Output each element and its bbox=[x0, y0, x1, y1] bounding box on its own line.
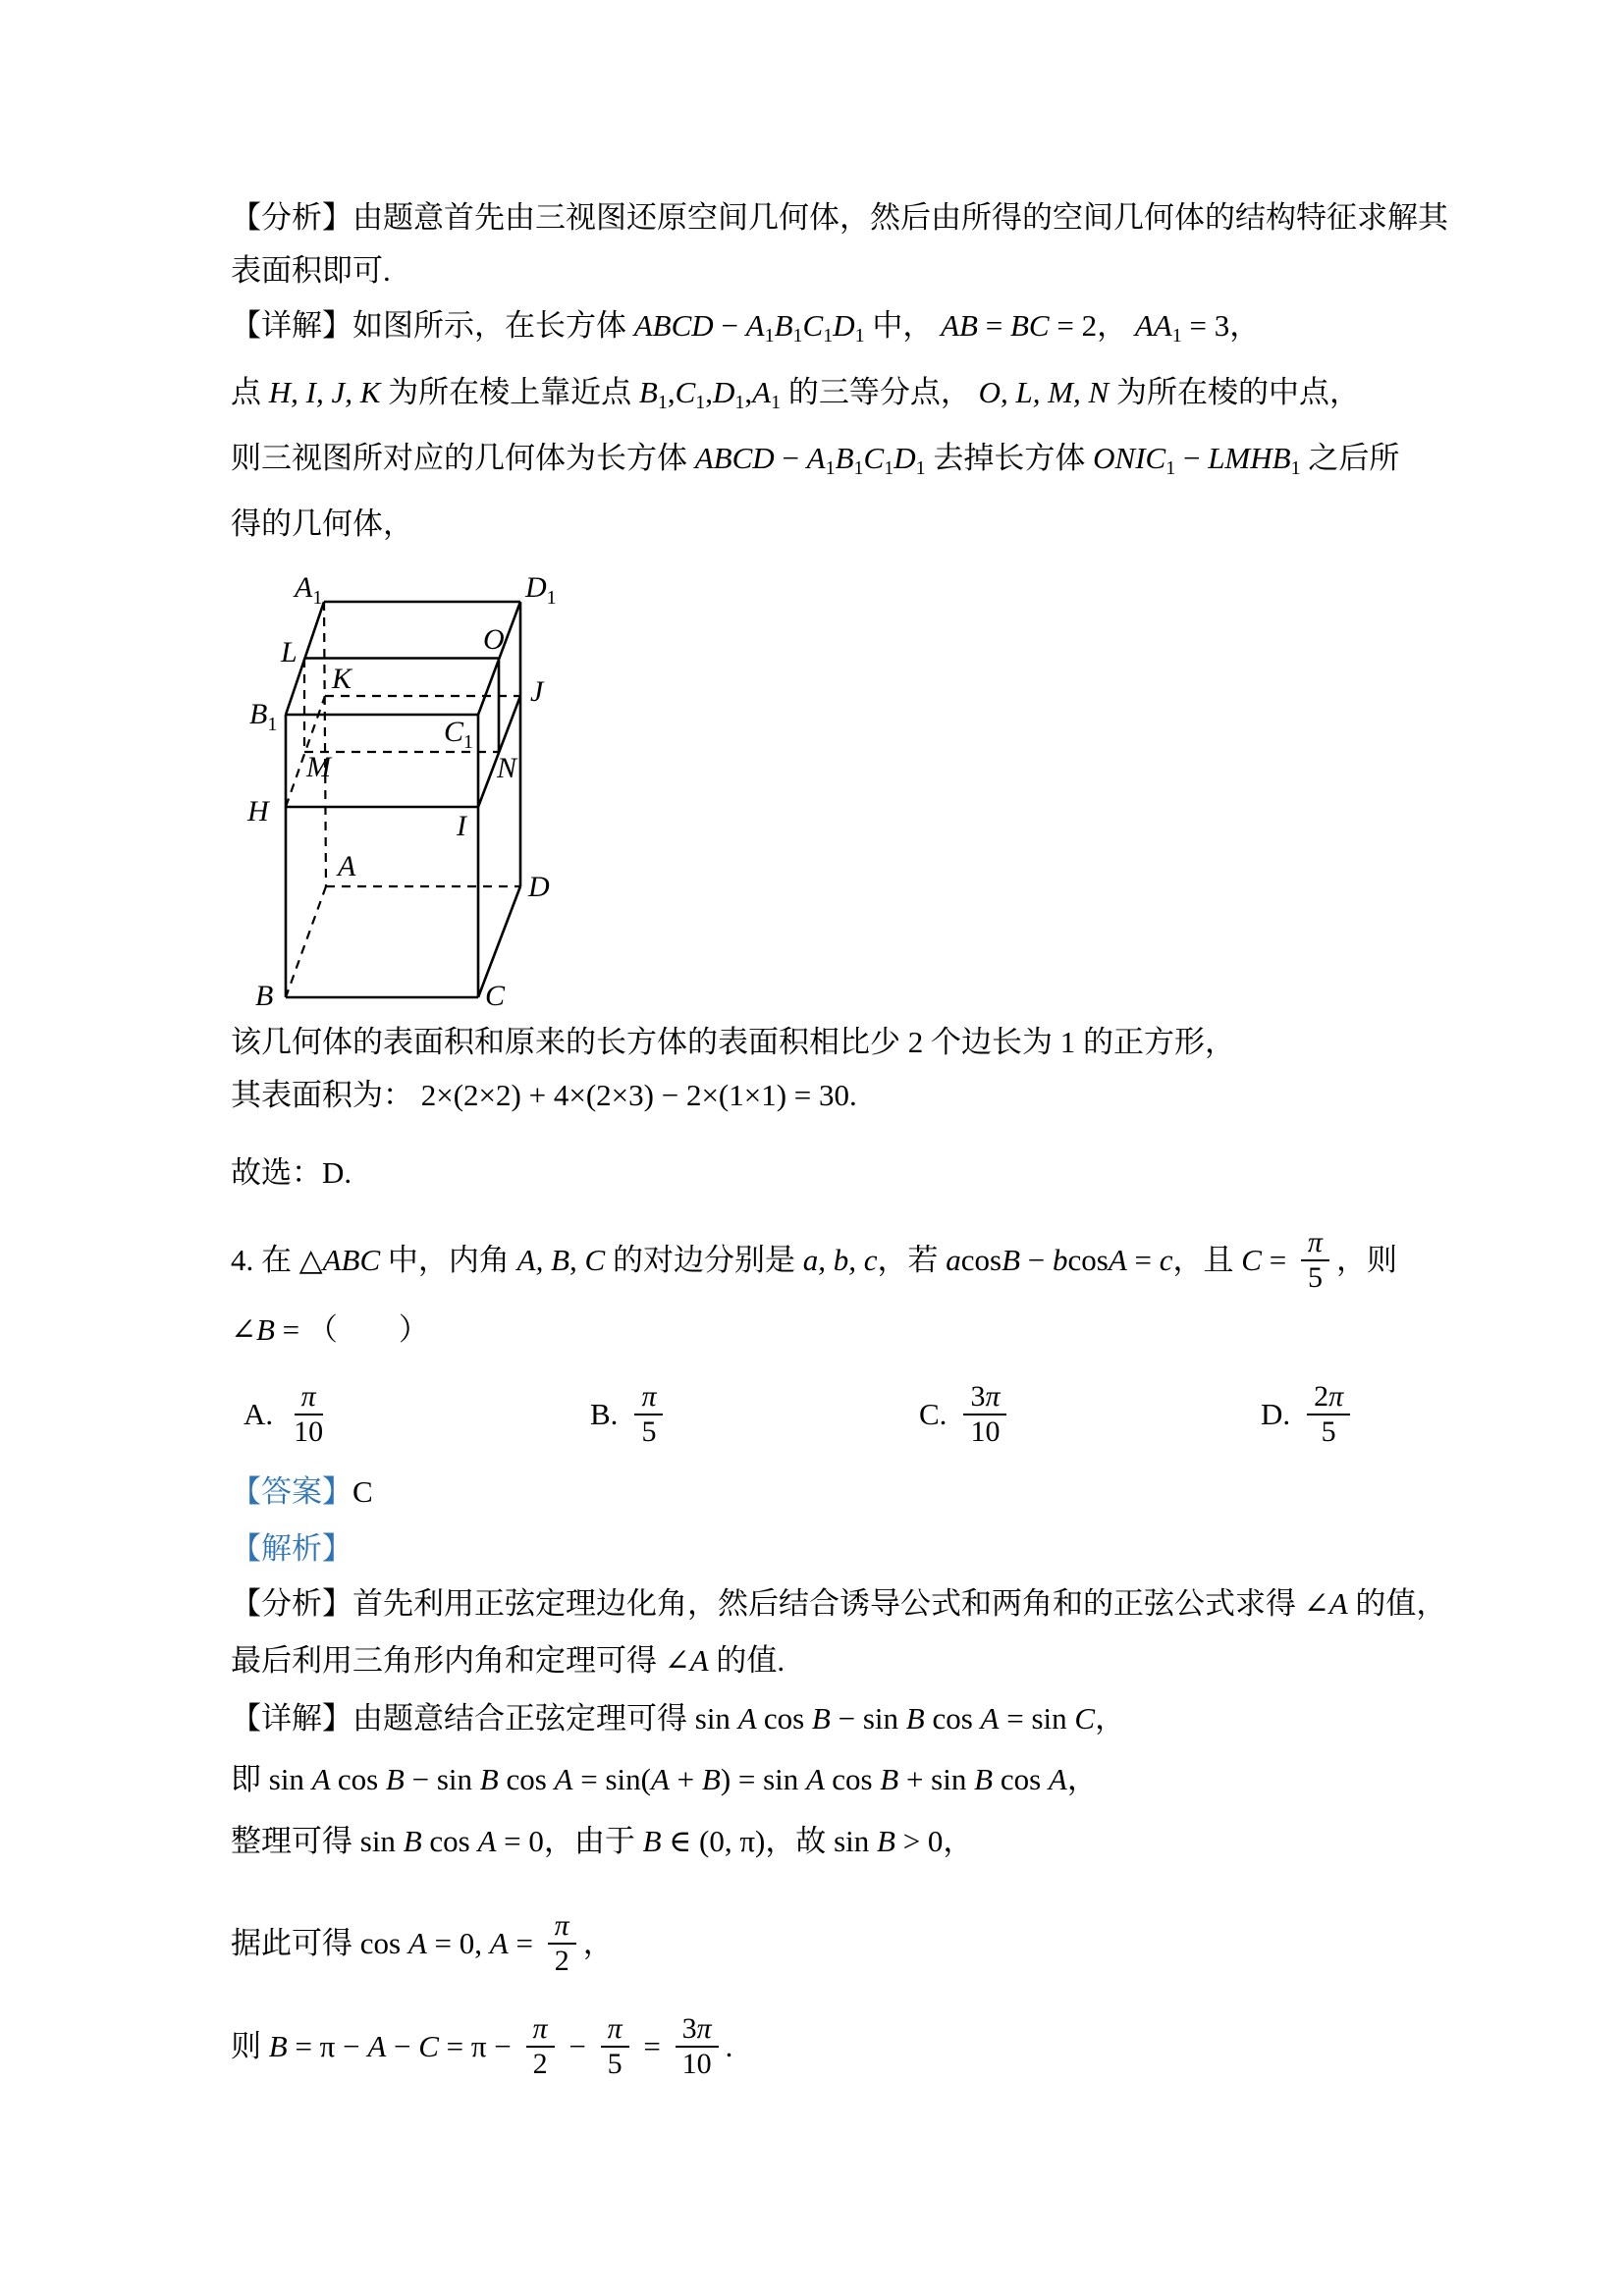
option-b bbox=[590, 1381, 670, 1449]
q4-stem-line-1: 4. 在 △ ABC 中，内角 A, B, C 的对边分别是 a, b, c ，若 a cos B − b cos A = c ，且 C = $\frac{\pi}{5}$ ，则 bbox=[231, 1226, 1397, 1295]
vertex-label: N bbox=[497, 752, 517, 784]
cuboid-diagram bbox=[236, 564, 569, 1021]
q4-analysis-line-1: 【分析】首先利用正弦定理边化角，然后结合诱导公式和两角和的正弦公式求得 ∠ A 的值， bbox=[231, 1586, 1447, 1621]
q3-surface-equation-line: 其表面积为： 2×(2×2) + 4×(2×3) − 2×(1×1) = 30 . bbox=[231, 1078, 857, 1112]
option-d-fraction: $\frac{2\pi}{5}$ bbox=[1307, 1381, 1350, 1449]
option-c-fraction: $\frac{3\pi}{10}$ bbox=[963, 1381, 1006, 1449]
q3-analysis-line-1: 【分析】由题意首先由三视图还原空间几何体，然后由所得的空间几何体的结构特征求解其 bbox=[231, 200, 1448, 235]
q3-detail-line-3: 则三视图所对应的几何体为长方体 ABCD − $A_1$ $B_1$ $C_1$ $D_1$ 去掉长方体 $ONIC_1$ − $LMHB_1$ 之后所 bbox=[231, 441, 1400, 479]
fraction: $\frac{\pi}{2}$ bbox=[526, 2013, 555, 2081]
vertex-label: L bbox=[281, 636, 298, 668]
q4-detail-line-2: 即 sin A cos B − sin B cos A = sin( A + B ) = sin A cos B + sin B cos A ， bbox=[231, 1762, 1098, 1796]
option-a-fraction: $\frac{\pi}{10}$ bbox=[294, 1380, 324, 1449]
q3-surface-compare-line: 该几何体的表面积和原来的长方体的表面积相比少 2 个边长为 1 的正方形， bbox=[231, 1025, 1235, 1059]
q4-detail-line-3: 整理可得 sin B cos A = 0 ，由于 B ∈ (0, π) ，故 sin B > 0 ， bbox=[231, 1824, 974, 1858]
q4-answer-line: 【答案】 C bbox=[231, 1474, 373, 1509]
q3-detail-line-2: 点 H, I, J, K 为所在棱上靠近点 $B_1$ , $C_1$ , $D_1$ , $A_1$ 的三等分点， O, L, M, N 为所在棱的中点， bbox=[231, 375, 1360, 413]
fraction: $\frac{3\pi}{10}$ bbox=[676, 2013, 719, 2081]
option-a-label: A. bbox=[244, 1397, 274, 1432]
vertex-label: B bbox=[255, 980, 274, 1012]
option-d bbox=[1261, 1381, 1357, 1449]
option-b-fraction: $\frac{\pi}{5}$ bbox=[634, 1381, 663, 1449]
q3-analysis-line-2: 表面积即可. bbox=[231, 253, 391, 288]
q4-stem-line-2: ∠ B = （ ） bbox=[231, 1312, 429, 1347]
q4-detail-line-4: 据此可得 cos A = 0, A = $\frac{\pi}{2}$ ， bbox=[231, 1909, 614, 1978]
vertex-label: $D_1$ bbox=[525, 571, 557, 609]
vertex-label: $A_1$ bbox=[295, 571, 323, 609]
option-b-label: B. bbox=[590, 1397, 619, 1432]
q4-analysis-line-2: 最后利用三角形内角和定理可得 ∠ A 的值. bbox=[231, 1643, 785, 1678]
option-a bbox=[244, 1381, 334, 1449]
vertex-label: J bbox=[530, 675, 544, 708]
q4-detail-line-5: 则 B = π − A − C = π − $\frac{\pi}{2}$ − $\frac{\pi}{5}$ = $\frac{3\pi}{10}$ . bbox=[231, 2012, 733, 2081]
vertex-label: M bbox=[306, 751, 331, 783]
option-d-label: D. bbox=[1261, 1397, 1291, 1432]
fraction: $\frac{\pi}{5}$ bbox=[601, 2013, 629, 2081]
q4-explanation-tag-line: 【解析】 bbox=[231, 1531, 352, 1566]
vertex-label: K bbox=[332, 663, 352, 695]
vertex-label: H bbox=[247, 795, 269, 828]
box-solid-edges bbox=[286, 602, 520, 997]
q3-detail-line-1: 【详解】如图所示，在长方体 ABCD − $A_1$ $B_1$ $C_1$ $D_1$ 中， AB = BC = 2 ， $AA_1$ = 3 ， bbox=[231, 308, 1261, 347]
option-c bbox=[919, 1381, 1013, 1449]
vertex-label: O bbox=[483, 623, 505, 656]
box-hidden-edges bbox=[286, 602, 520, 997]
vertex-label: $C_1$ bbox=[444, 716, 474, 753]
option-c-label: C. bbox=[919, 1397, 947, 1432]
fraction: $\frac{\pi}{5}$ bbox=[1301, 1227, 1329, 1295]
vertex-label: $B_1$ bbox=[249, 698, 278, 735]
q4-detail-line-1: 【详解】由题意结合正弦定理可得 sin A cos B − sin B cos A = sin C ， bbox=[231, 1701, 1126, 1735]
vertex-label: D bbox=[528, 871, 550, 903]
q3-detail-line-4: 得的几何体， bbox=[231, 507, 413, 541]
q3-answer-choice-line: 故选： D. bbox=[231, 1155, 352, 1190]
vertex-label: A bbox=[338, 850, 356, 882]
fraction: $\frac{\pi}{2}$ bbox=[548, 1910, 576, 1978]
vertex-label: I bbox=[457, 810, 466, 842]
vertex-label: C bbox=[485, 980, 506, 1012]
